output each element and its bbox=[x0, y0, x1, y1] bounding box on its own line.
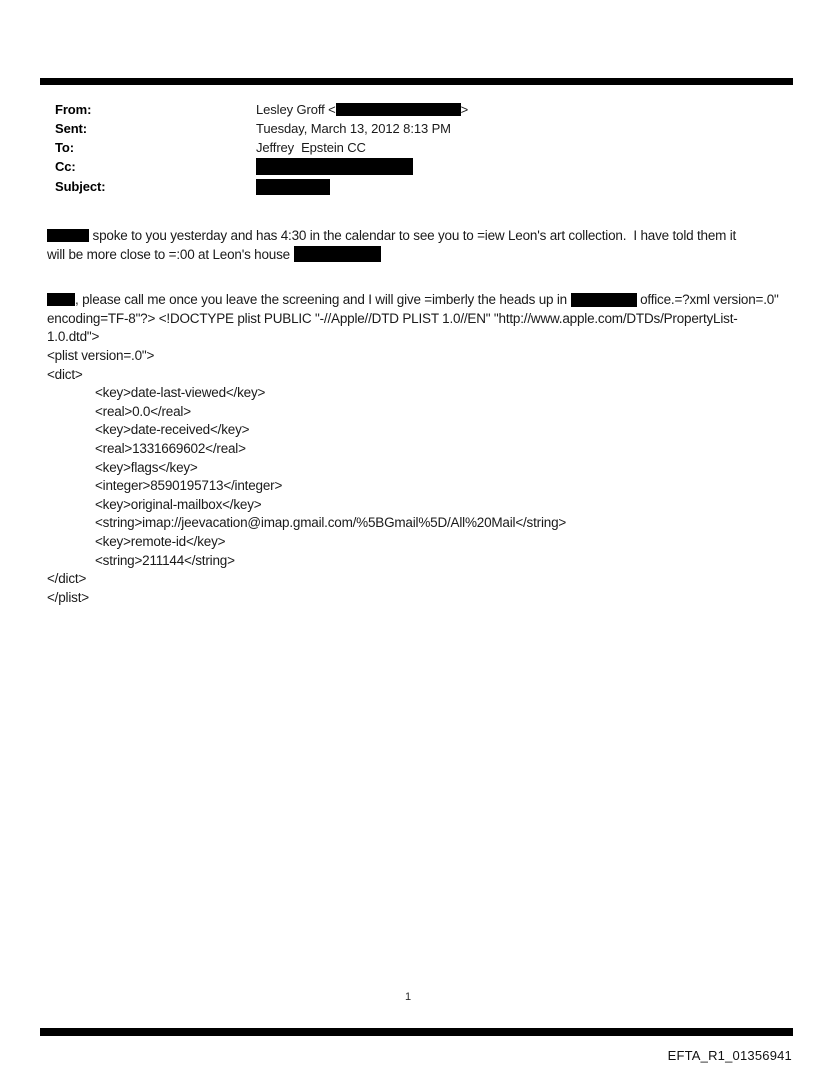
text-segment: 1.0.dtd"> bbox=[47, 329, 100, 345]
text-segment: <key>original-mailbox</key> bbox=[95, 496, 262, 512]
bates-number: EFTA_R1_01356941 bbox=[667, 1048, 792, 1063]
header-value-subject bbox=[256, 177, 330, 197]
body-line bbox=[47, 291, 787, 310]
text-segment: </dict> bbox=[47, 571, 87, 587]
email-body bbox=[47, 227, 787, 607]
body-line bbox=[47, 533, 787, 552]
redaction-bar bbox=[47, 293, 75, 306]
redaction-bar bbox=[256, 158, 413, 175]
body-line bbox=[47, 403, 787, 422]
text-segment: <real>1331669602</real> bbox=[95, 440, 246, 456]
header-value-cc bbox=[256, 157, 413, 177]
header-label-cc: Cc: bbox=[55, 159, 76, 174]
body-line bbox=[47, 459, 787, 478]
body-line bbox=[47, 570, 787, 589]
body-line bbox=[47, 552, 787, 571]
text-segment: spoke to you yesterday and has 4:30 in the calendar to see you to =iew Leon's art collection. I have told them it bbox=[89, 228, 737, 243]
text-segment: <key>date-last-viewed</key> bbox=[95, 385, 266, 401]
text-segment: <plist version=.0"> bbox=[47, 347, 155, 363]
text-segment: <string>imap://jeevacation@imap.gmail.com/%5BGmail%5D/All%20Mail</string> bbox=[95, 515, 567, 531]
text-segment: Jeffrey Epstein CC bbox=[256, 140, 366, 155]
page-number: 1 bbox=[404, 991, 412, 1003]
redaction-bar bbox=[47, 229, 89, 242]
body-line bbox=[47, 440, 787, 459]
body-line bbox=[47, 246, 787, 265]
body-line bbox=[47, 496, 787, 515]
body-line bbox=[47, 310, 787, 329]
redaction-bar bbox=[571, 293, 637, 307]
text-segment: <key>remote-id</key> bbox=[95, 533, 226, 549]
body-line bbox=[47, 421, 787, 440]
text-segment: <dict> bbox=[47, 366, 83, 382]
text-segment: office.=?xml version=.0" bbox=[636, 292, 779, 308]
redaction-bar bbox=[336, 103, 461, 116]
text-segment: Tuesday, March 13, 2012 8:13 PM bbox=[256, 121, 451, 136]
redaction-bar bbox=[256, 179, 330, 195]
header-label-sent: Sent: bbox=[55, 121, 88, 136]
header-label-from: From: bbox=[55, 102, 92, 117]
header-value-to bbox=[256, 138, 366, 157]
email-header bbox=[55, 100, 785, 197]
text-segment: will be more close to =:00 at Leon's house bbox=[47, 246, 294, 262]
header-row-sent bbox=[55, 119, 785, 138]
text-segment: <key>date-received</key> bbox=[95, 422, 250, 438]
header-value-sent bbox=[256, 119, 451, 138]
text-segment: Lesley Groff < bbox=[256, 102, 336, 117]
header-row-cc bbox=[55, 157, 785, 177]
text-segment: <key>flags</key> bbox=[95, 459, 198, 475]
body-line bbox=[47, 589, 787, 608]
header-value-from bbox=[256, 100, 468, 119]
bottom-rule bbox=[40, 1028, 793, 1036]
body-line bbox=[47, 384, 787, 403]
header-row-subject bbox=[55, 177, 785, 197]
body-line bbox=[47, 514, 787, 533]
header-label-subject: Subject: bbox=[55, 179, 106, 195]
text-segment: , please call me once you leave the screening and I will give =imberly the heads up in bbox=[75, 292, 571, 308]
body-line bbox=[47, 477, 787, 496]
text-segment: <string>211144</string> bbox=[95, 552, 235, 568]
header-row-from bbox=[55, 100, 785, 119]
body-line bbox=[47, 366, 787, 385]
top-rule bbox=[40, 78, 793, 85]
text-segment: </plist> bbox=[47, 589, 89, 605]
body-line bbox=[47, 328, 787, 347]
body-line bbox=[47, 347, 787, 366]
text-segment: <integer>8590195713</integer> bbox=[95, 478, 283, 494]
redaction-bar bbox=[294, 246, 381, 262]
header-label-to: To: bbox=[55, 140, 74, 155]
header-row-to bbox=[55, 138, 785, 157]
body-line bbox=[47, 227, 787, 246]
text-segment: <real>0.0</real> bbox=[95, 403, 191, 419]
text-segment: encoding=TF-8"?> <!DOCTYPE plist PUBLIC "-//Apple//DTD PLIST 1.0//EN" "http://www.apple.com/DTDs/PropertyList- bbox=[47, 310, 738, 326]
text-segment: > bbox=[460, 102, 469, 117]
